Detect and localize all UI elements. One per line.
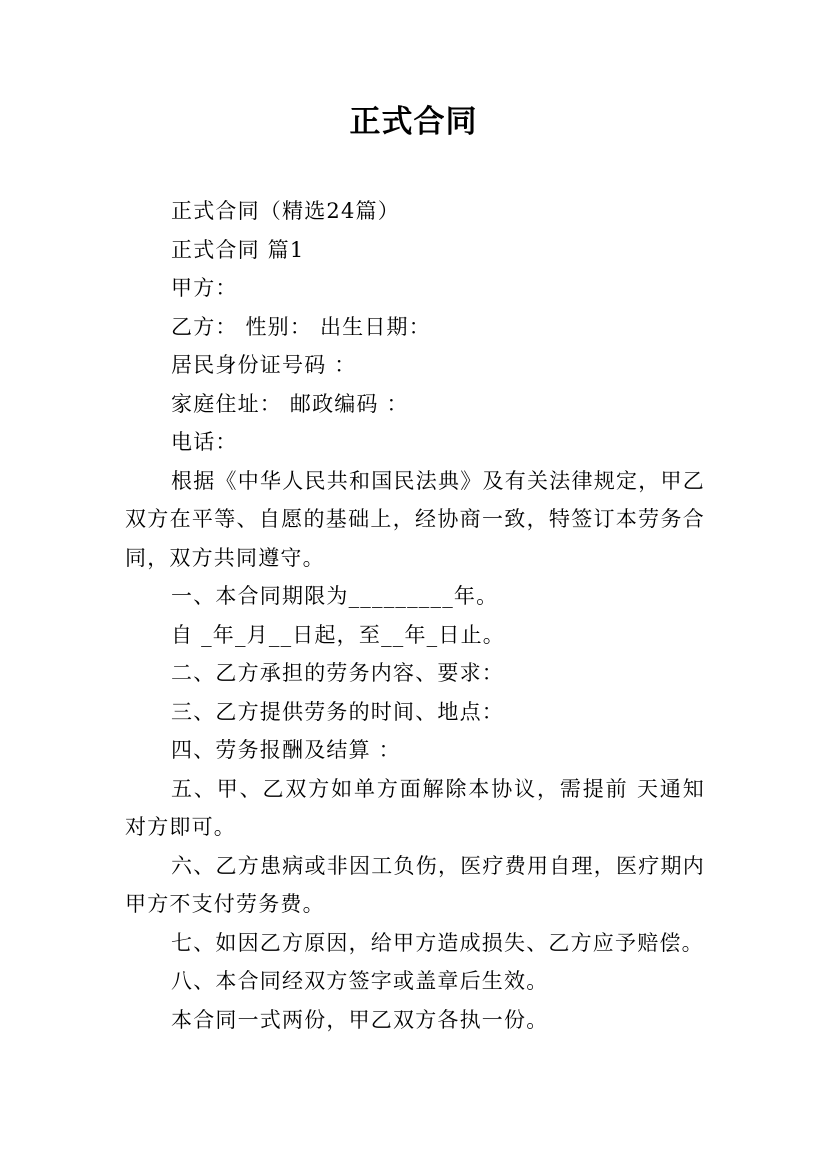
paragraph-clause-4: 四、劳务报酬及结算 ：	[171, 738, 401, 762]
paragraph-clause-1: 一、本合同期限为_________年。	[171, 584, 499, 608]
paragraph-id-number: 居民身份证号码 ：	[171, 353, 357, 377]
paragraph-clause-5: 五、甲、乙双方如单方面解除本协议，需提前 天通知对方即可。	[125, 776, 705, 839]
paragraph-clause-7: 七、如因乙方原因，给甲方造成损失、乙方应予赔偿。	[171, 930, 704, 955]
document-body	[125, 192, 705, 1039]
paragraph-clause-8: 八、本合同经双方签字或盖章后生效。	[171, 969, 549, 993]
document-title: 正式合同	[349, 104, 478, 140]
paragraph-preamble: 根据《中华人民共和国民法典》及有关法律规定，甲乙双方在平等、自愿的基础上，经协商一致，特签订本劳务合同，双方共同遵守。	[125, 468, 705, 570]
paragraph-copies: 本合同一式两份，甲乙双方各执一份。	[171, 1007, 549, 1032]
paragraph-party-a: 甲方：	[171, 276, 238, 300]
paragraph-section-heading: 正式合同 篇1	[171, 237, 305, 262]
paragraph-clause-6: 六、乙方患病或非因工负伤，医疗费用自理，医疗期内甲方不支付劳务费。	[125, 853, 705, 916]
paragraph-subtitle: 正式合同（精选24篇）	[171, 199, 400, 223]
paragraph-party-b: 乙方： 性别： 出生日期：	[171, 314, 431, 339]
paragraph-address: 家庭住址： 邮政编码 ：	[171, 391, 409, 416]
paragraph-clause-3: 三、乙方提供劳务的时间、地点：	[171, 699, 504, 724]
paragraph-clause-2: 二、乙方承担的劳务内容、要求：	[171, 661, 504, 685]
paragraph-clause-1-dates: 自 _年_月__日起，至__年_日止。	[171, 622, 505, 647]
paragraph-phone: 电话：	[171, 430, 238, 454]
